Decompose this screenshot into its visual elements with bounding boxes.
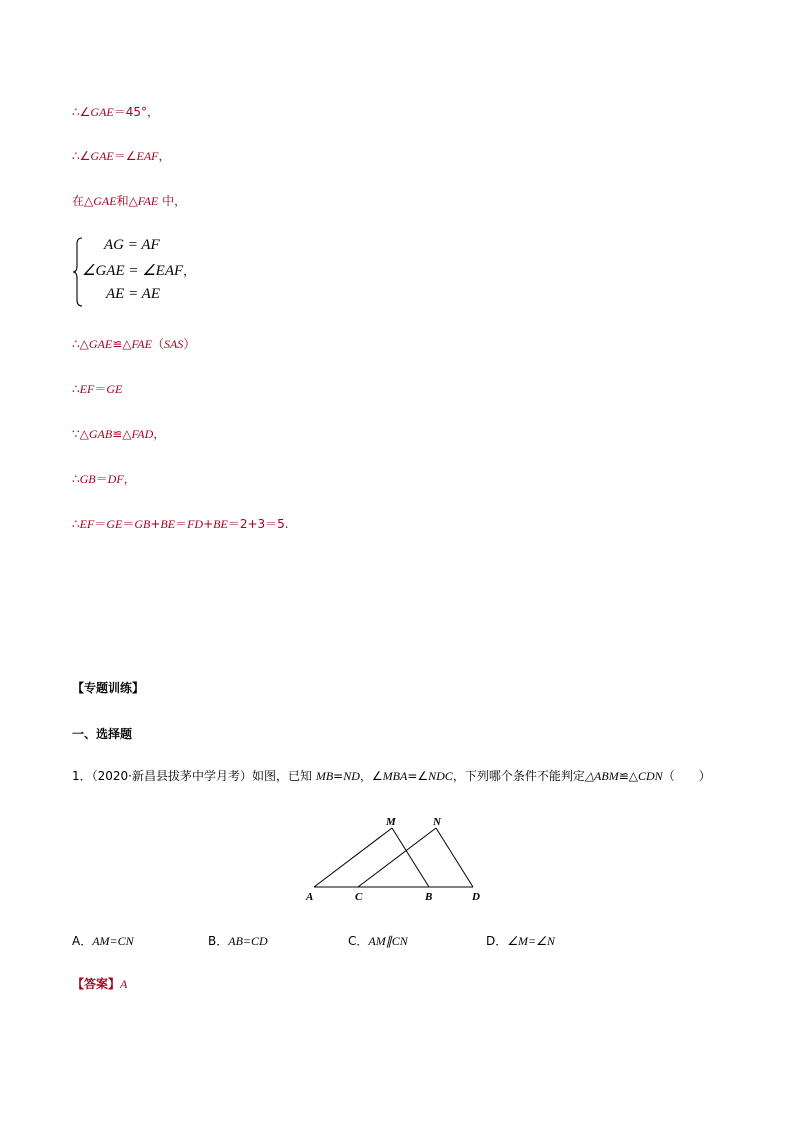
text: 和△ bbox=[116, 194, 138, 208]
var: FAE bbox=[137, 194, 159, 208]
option-letter: A． bbox=[72, 934, 93, 948]
system-row-2 bbox=[82, 261, 195, 280]
label-C: C bbox=[355, 891, 363, 903]
solution-line-2 bbox=[72, 148, 171, 164]
option-letter: B． bbox=[208, 934, 229, 948]
var: BE bbox=[213, 517, 228, 531]
text: 中， bbox=[158, 194, 187, 208]
answer-value: A bbox=[120, 977, 128, 991]
option-text: AM=CN bbox=[92, 934, 134, 948]
question-source: （2020·新昌县拔茅中学月考） bbox=[91, 769, 252, 783]
var: BE bbox=[160, 517, 176, 531]
var: EF bbox=[79, 517, 95, 531]
subsection-heading: 一、选择题 bbox=[72, 727, 133, 741]
var: GB bbox=[79, 472, 96, 486]
text: ＝45°， bbox=[113, 105, 160, 119]
text: ＝ bbox=[94, 517, 107, 531]
option-letter: D． bbox=[486, 934, 508, 948]
text: ≌△ bbox=[112, 337, 132, 351]
question-1 bbox=[72, 768, 711, 784]
var: GAE bbox=[90, 149, 114, 163]
text: ， bbox=[123, 472, 136, 486]
option-c[interactable] bbox=[348, 932, 408, 949]
text: ＝∠ bbox=[113, 149, 137, 163]
solution-line-4 bbox=[72, 336, 195, 352]
var: GAE bbox=[93, 194, 117, 208]
var: △ABM bbox=[584, 769, 619, 783]
label-A: A bbox=[306, 891, 314, 903]
text: ＝ bbox=[122, 517, 135, 531]
option-text: ∠M=∠N bbox=[507, 934, 555, 948]
text: ， bbox=[153, 427, 166, 441]
solution-line-3 bbox=[72, 193, 186, 209]
text: ＝ bbox=[95, 472, 108, 486]
question-number: 1． bbox=[72, 769, 92, 783]
option-letter: C． bbox=[348, 934, 369, 948]
section-heading: 【专题训练】 bbox=[72, 681, 145, 695]
var: GAE bbox=[90, 105, 114, 119]
var: EF bbox=[79, 382, 95, 396]
var: SAS bbox=[163, 337, 184, 351]
var: FD bbox=[187, 517, 204, 531]
var: FAE bbox=[131, 337, 152, 351]
system-row-1: AG = AF bbox=[104, 237, 160, 253]
text: ， bbox=[183, 264, 196, 278]
text: ∠GAE = ∠EAF bbox=[82, 263, 184, 279]
text: （ ） bbox=[662, 769, 711, 783]
solution-line-7 bbox=[72, 471, 136, 487]
option-d[interactable] bbox=[486, 932, 555, 949]
system-row-3: AE = AE bbox=[106, 286, 161, 302]
text: = bbox=[333, 769, 344, 783]
var: CDN bbox=[638, 769, 663, 783]
text: ， bbox=[158, 149, 171, 163]
var: DF bbox=[107, 472, 124, 486]
solution-line-8 bbox=[72, 516, 289, 532]
geometry-figure bbox=[300, 812, 500, 907]
label-M: M bbox=[386, 816, 396, 828]
text: ∴ bbox=[72, 472, 80, 486]
text: ） bbox=[183, 337, 196, 351]
text: ∴ bbox=[72, 382, 80, 396]
var: ND bbox=[343, 769, 360, 783]
equation-system bbox=[72, 236, 212, 308]
option-a[interactable] bbox=[72, 932, 134, 949]
answer-label: 【答案】 bbox=[72, 977, 121, 991]
var: NDC bbox=[428, 769, 453, 783]
var: EAF bbox=[136, 149, 159, 163]
text: ∴∠ bbox=[72, 149, 91, 163]
option-text: AB=CD bbox=[228, 934, 268, 948]
text: ∴△ bbox=[72, 337, 89, 351]
text: ∴ bbox=[72, 517, 80, 531]
text: ＝2+3＝5. bbox=[227, 517, 289, 531]
option-b[interactable] bbox=[208, 932, 268, 949]
text: ，∠ bbox=[359, 769, 383, 783]
option-text: AM∥CN bbox=[368, 934, 408, 948]
text: 如图，已知 bbox=[252, 769, 316, 783]
label-D: D bbox=[472, 891, 480, 903]
var: GE bbox=[106, 517, 123, 531]
label-N: N bbox=[433, 816, 441, 828]
solution-line-1 bbox=[72, 104, 159, 120]
text: ≌△ bbox=[112, 427, 132, 441]
solution-line-5 bbox=[72, 381, 122, 397]
var: GAB bbox=[88, 427, 113, 441]
text: （ bbox=[151, 337, 164, 351]
var: MBA bbox=[382, 769, 408, 783]
text: + bbox=[203, 517, 214, 531]
answer-line bbox=[72, 976, 127, 992]
text: ∵△ bbox=[72, 427, 89, 441]
var: MB bbox=[315, 769, 334, 783]
var: GE bbox=[106, 382, 123, 396]
text: ≌△ bbox=[618, 769, 639, 783]
segment-ND bbox=[436, 828, 473, 887]
solution-line-6 bbox=[72, 426, 165, 442]
text: 在△ bbox=[72, 194, 94, 208]
var: FAD bbox=[131, 427, 154, 441]
text: ，下列哪个条件不能判定 bbox=[452, 769, 585, 783]
var: GB bbox=[134, 517, 151, 531]
segment-AM bbox=[314, 828, 392, 887]
label-B: B bbox=[425, 891, 433, 903]
text: + bbox=[150, 517, 161, 531]
text: ＝ bbox=[94, 382, 107, 396]
text: ∴∠ bbox=[72, 105, 91, 119]
var: GAE bbox=[88, 337, 113, 351]
text: ＝ bbox=[175, 517, 188, 531]
text: =∠ bbox=[407, 769, 429, 783]
